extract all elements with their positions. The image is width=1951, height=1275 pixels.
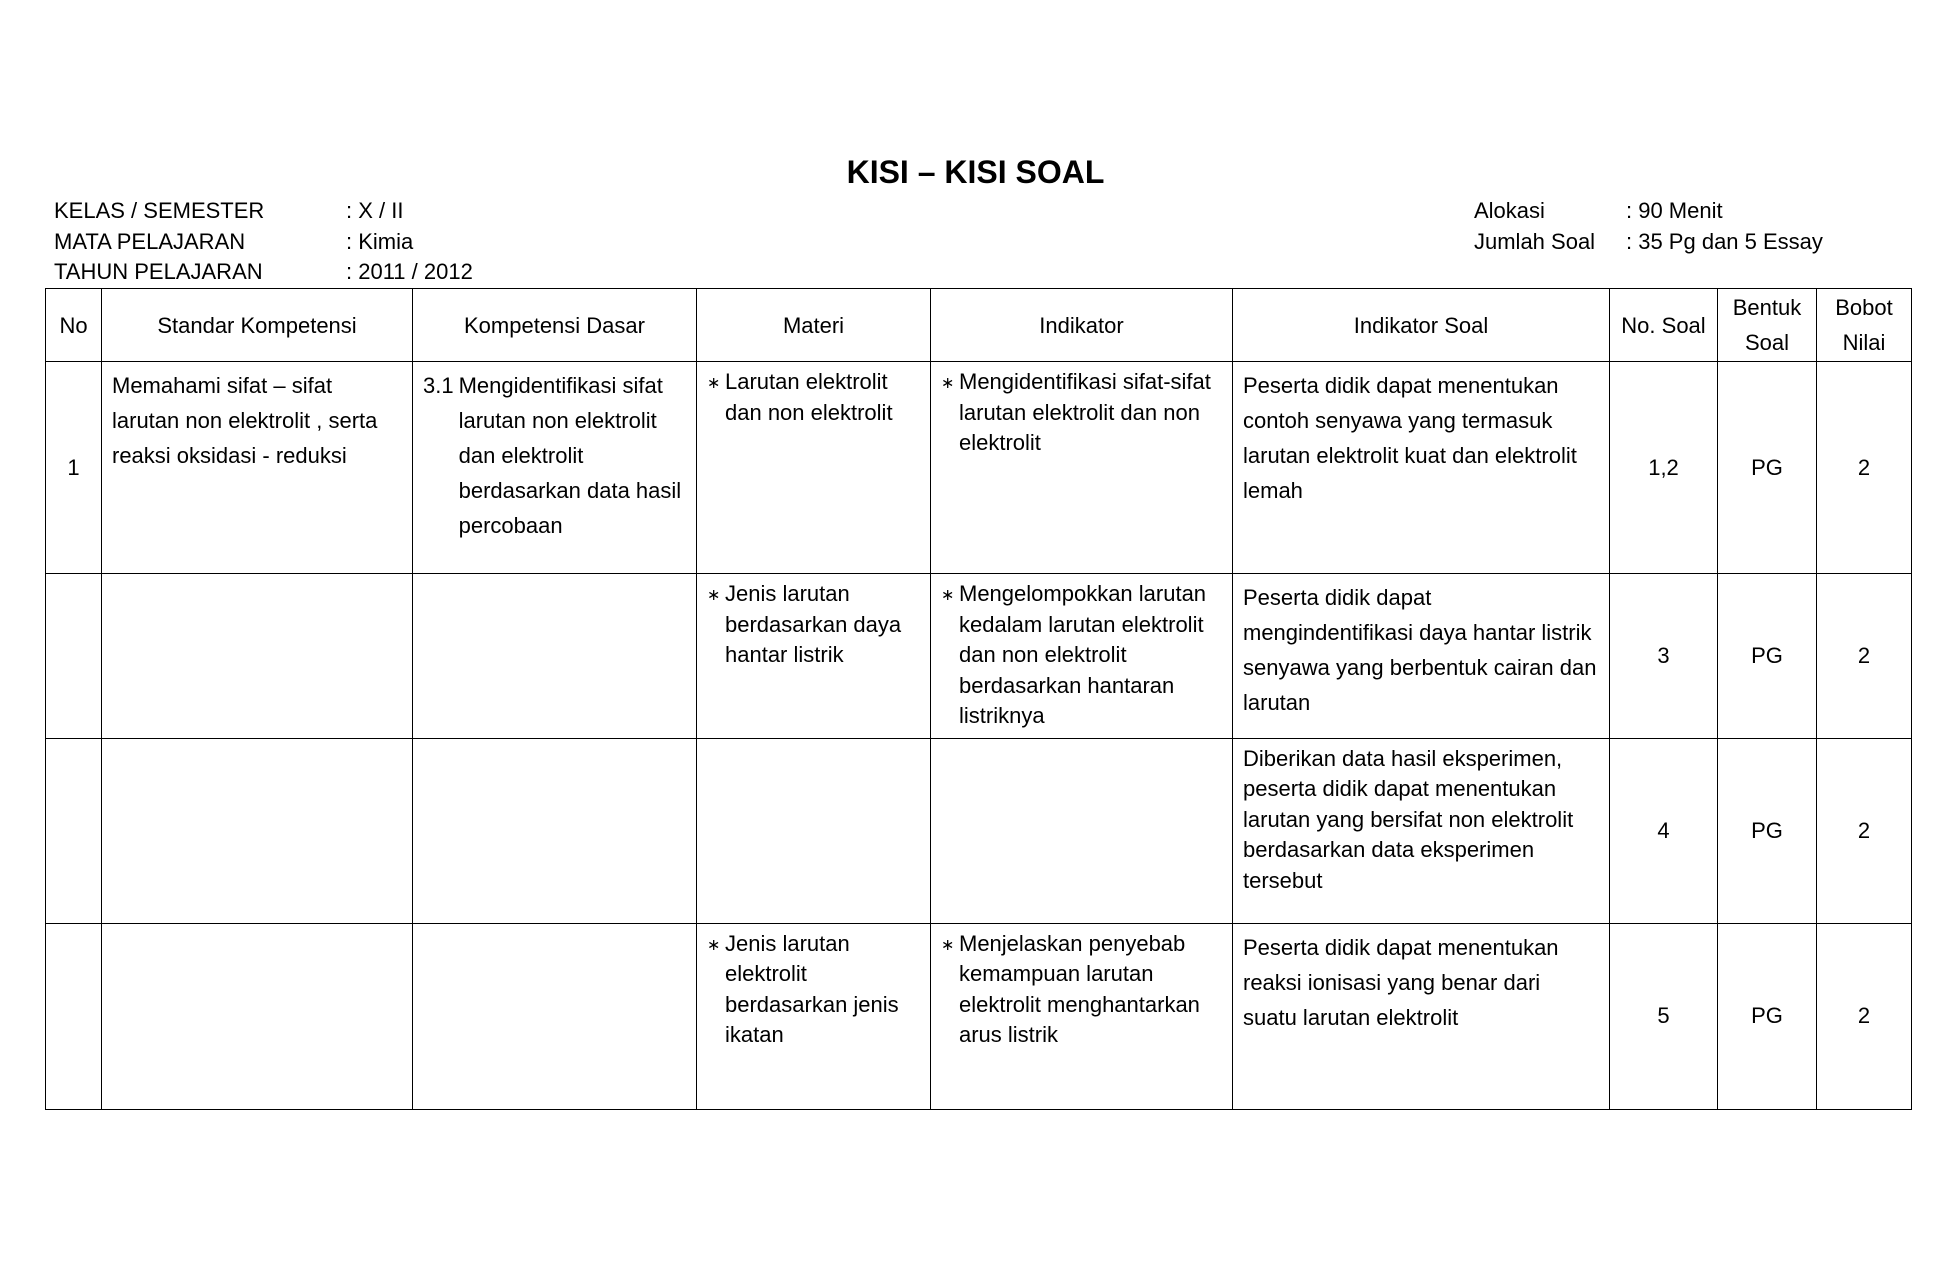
materi-text: Jenis larutan elektrolit berdasarkan jenis ikatan [725, 930, 899, 1047]
materi-item [697, 924, 930, 1057]
cell-bentuk-soal [1718, 923, 1817, 1109]
no-soal-text: 3 [1657, 642, 1670, 668]
cell-bentuk-soal [1718, 738, 1817, 923]
cell-kompetensi-dasar [413, 738, 697, 923]
header-indikator: Indikator [931, 289, 1233, 362]
meta-label: TAHUN PELAJARAN [54, 259, 263, 284]
indikator-item [931, 574, 1232, 738]
meta-label: KELAS / SEMESTER [54, 198, 265, 223]
no-soal-text: 4 [1657, 817, 1670, 843]
cell-standar-kompetensi [102, 738, 413, 923]
cell-no-soal [1610, 738, 1718, 923]
table-row [46, 738, 1912, 923]
table-row [46, 574, 1912, 739]
header-bobot-line2: Nilai [1842, 330, 1886, 355]
indikator-soal-text: Peserta didik dapat menentukan reaksi ionisasi yang benar dari suatu larutan elektrolit [1243, 934, 1559, 1030]
cell-indikator [931, 362, 1233, 574]
cell-no [46, 738, 102, 923]
header-bentuk-line1: Bentuk [1732, 295, 1802, 320]
cell-sk-text [102, 739, 412, 751]
cell-bobot-nilai [1817, 923, 1912, 1109]
header-no: No [46, 289, 102, 362]
bentuk-soal-text: PG [1751, 642, 1783, 668]
indikator-soal-text: Diberikan data hasil eksperimen, peserta didik dapat menentukan larutan yang bersifat non elektrolit berdasarkan data eksperimen tersebut [1243, 745, 1574, 893]
no-soal-text: 5 [1657, 1003, 1670, 1028]
meta-value: : 2011 / 2012 [346, 259, 473, 284]
cell-bobot-nilai [1817, 738, 1912, 923]
document-title: KISI – KISI SOAL [846, 154, 1105, 190]
cell-kompetensi-dasar [413, 362, 697, 574]
cell-indikator-soal [1233, 923, 1610, 1109]
header-kompetensi-dasar: Kompetensi Dasar [413, 289, 697, 362]
cell-no-soal [1610, 574, 1718, 739]
meta-value: : X / II [346, 198, 404, 223]
cell-bentuk-soal [1718, 362, 1817, 574]
cell-indikator-soal [1233, 362, 1610, 574]
kd-item [413, 362, 696, 549]
cell-bobot-nilai [1817, 362, 1912, 574]
header-standar-kompetensi: Standar Kompetensi [102, 289, 413, 362]
cell-materi [697, 923, 931, 1109]
header-no-soal: No. Soal [1610, 289, 1718, 362]
kd-text [413, 574, 696, 586]
cell-no-soal [1610, 923, 1718, 1109]
cell-sk-text [102, 574, 412, 586]
materi-text: Larutan elektrolit dan non elektrolit [725, 369, 893, 425]
cell-indikator-soal [1233, 738, 1610, 923]
header-indikator-soal: Indikator Soal [1233, 289, 1610, 362]
materi-item [697, 574, 930, 677]
cell-standar-kompetensi [102, 923, 413, 1109]
indikator-soal-text: Peserta didik dapat menentukan contoh senyawa yang termasuk larutan elektrolit kuat dan elektrolit lemah [1243, 373, 1577, 503]
cell-no [46, 923, 102, 1109]
cell-materi [697, 738, 931, 923]
cell-indikator [931, 923, 1233, 1109]
indikator-item [931, 362, 1232, 465]
meta-value: : Kimia [346, 229, 414, 254]
table-row [46, 362, 1912, 574]
cell-no-text: 1 [67, 454, 80, 480]
bentuk-soal-text: PG [1751, 817, 1783, 843]
meta-value: : 35 Pg dan 5 Essay [1626, 229, 1823, 254]
cell-standar-kompetensi [102, 362, 413, 574]
table-row [46, 923, 1912, 1109]
bullet-icon: ∗ [707, 587, 721, 604]
meta-label: Alokasi [1474, 198, 1545, 223]
indikator-text: Mengidentifikasi sifat-sifat larutan elektrolit dan non elektrolit [959, 369, 1211, 455]
cell-sk-text: Memahami sifat – sifat larutan non elektrolit , serta reaksi oksidasi - reduksi [112, 373, 378, 468]
bobot-nilai-text: 2 [1857, 454, 1871, 480]
bullet-icon: ∗ [941, 936, 955, 954]
cell-indikator-soal [1233, 574, 1610, 739]
bobot-nilai-text: 2 [1857, 642, 1871, 668]
indikator-text [931, 739, 1232, 751]
materi-item [697, 362, 930, 434]
cell-no [46, 574, 102, 739]
indikator-text: Mengelompokkan larutan kedalam larutan elektrolit dan non elektrolit berdasarkan hantaran listriknya [959, 581, 1207, 728]
kd-text [413, 739, 696, 751]
cell-sk-text [102, 924, 412, 936]
indikator-item [931, 924, 1232, 1057]
header-bentuk-line2: Soal [1744, 330, 1790, 355]
bullet-icon: ∗ [941, 587, 955, 604]
kd-text [413, 924, 696, 936]
kd-text: Mengidentifikasi sifat larutan non elektrolit dan elektrolit berdasarkan data hasil percobaan [458, 373, 682, 538]
no-soal-text: 1,2 [1648, 454, 1679, 480]
bullet-icon: ∗ [707, 936, 721, 954]
meta-label: Jumlah Soal [1474, 229, 1596, 254]
cell-indikator [931, 738, 1233, 923]
bullet-icon: ∗ [941, 375, 955, 392]
bobot-nilai-text: 2 [1857, 817, 1871, 843]
header-bobot-nilai [1817, 289, 1912, 362]
header-materi: Materi [697, 289, 931, 362]
meta-label: MATA PELAJARAN [54, 229, 246, 254]
indikator-text: Menjelaskan penyebab kemampuan larutan elektrolit menghantarkan arus listrik [959, 930, 1200, 1047]
cell-materi [697, 362, 931, 574]
cell-materi [697, 574, 931, 739]
header-bentuk-soal [1718, 289, 1817, 362]
cell-no [46, 362, 102, 574]
bobot-nilai-text: 2 [1857, 1003, 1871, 1028]
cell-indikator [931, 574, 1233, 739]
table-header-row [46, 289, 1912, 362]
cell-bentuk-soal [1718, 574, 1817, 739]
cell-kompetensi-dasar [413, 574, 697, 739]
bullet-icon: ∗ [707, 375, 721, 392]
materi-text [697, 739, 930, 751]
kd-number: 3.1 [423, 373, 454, 398]
meta-value: : 90 Menit [1626, 198, 1723, 223]
cell-bobot-nilai [1817, 574, 1912, 739]
indikator-soal-text: Peserta didik dapat mengindentifikasi daya hantar listrik senyawa yang berbentuk cairan dan larutan [1243, 585, 1597, 715]
cell-standar-kompetensi [102, 574, 413, 739]
bentuk-soal-text: PG [1751, 1003, 1783, 1028]
materi-text: Jenis larutan berdasarkan daya hantar listrik [725, 581, 902, 667]
kisi-kisi-table [45, 288, 1912, 1110]
bentuk-soal-text: PG [1751, 454, 1783, 480]
cell-no-soal [1610, 362, 1718, 574]
header-bobot-line1: Bobot [1835, 295, 1893, 320]
cell-kompetensi-dasar [413, 923, 697, 1109]
